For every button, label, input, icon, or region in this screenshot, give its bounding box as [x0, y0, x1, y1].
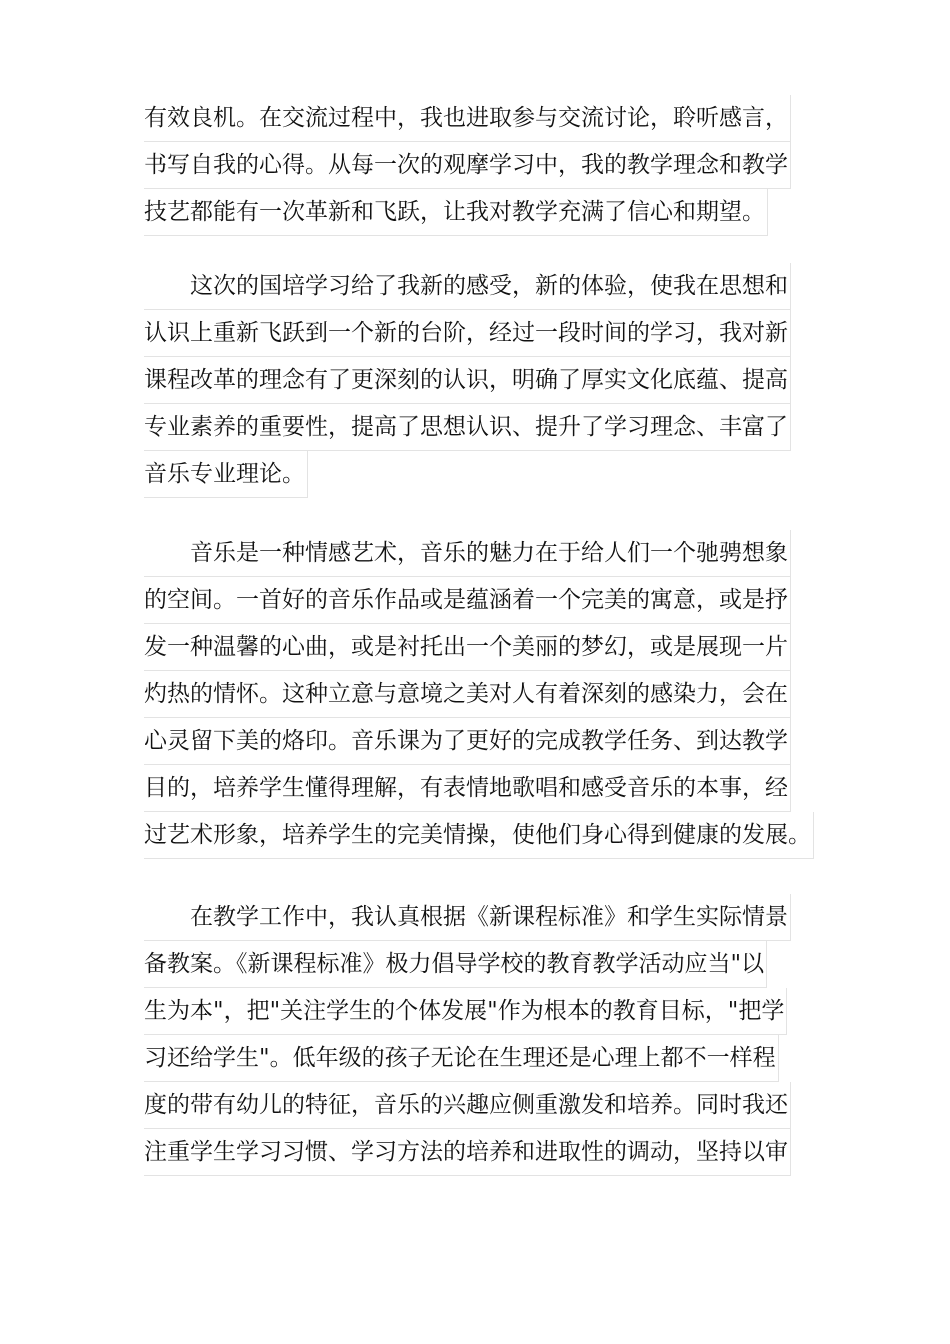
text-line: 心灵留下美的烙印。音乐课为了更好的完成教学任务、到达教学 [144, 718, 791, 765]
text-line: 度的带有幼儿的特征，音乐的兴趣应侧重激发和培养。同时我还 [144, 1082, 791, 1129]
paragraph-1 [144, 95, 824, 236]
text-line: 技艺都能有一次革新和飞跃，让我对教学充满了信心和期望。 [144, 189, 768, 236]
text-line: 注重学生学习习惯、学习方法的培养和进取性的调动，坚持以审 [144, 1129, 791, 1176]
text-line: 灼热的情怀。这种立意与意境之美对人有着深刻的感染力，会在 [144, 671, 791, 718]
text-line: 备教案。《新课程标准》极力倡导学校的教育教学活动应当"以 [144, 941, 767, 988]
text-line: 习还给学生"。低年级的孩子无论在生理还是心理上都不一样程 [144, 1035, 779, 1082]
paragraph-2 [144, 263, 824, 498]
text-line: 在教学工作中，我认真根据《新课程标准》和学生实际情景 [144, 894, 791, 941]
text-line: 生为本"，把"关注学生的个体发展"作为根本的教育目标，"把学 [144, 988, 787, 1035]
text-line: 这次的国培学习给了我新的感受，新的体验，使我在思想和 [144, 263, 791, 310]
text-line: 书写自我的心得。从每一次的观摩学习中，我的教学理念和教学 [144, 142, 791, 189]
text-line: 课程改革的理念有了更深刻的认识，明确了厚实文化底蕴、提高 [144, 357, 791, 404]
paragraph-3 [144, 530, 824, 859]
text-line: 发一种温馨的心曲，或是衬托出一个美丽的梦幻，或是展现一片 [144, 624, 791, 671]
paragraph-4 [144, 894, 824, 1176]
text-line: 认识上重新飞跃到一个新的台阶，经过一段时间的学习，我对新 [144, 310, 791, 357]
text-line: 音乐是一种情感艺术，音乐的魅力在于给人们一个驰骋想象 [144, 530, 791, 577]
text-line: 音乐专业理论。 [144, 451, 308, 498]
text-line: 目的，培养学生懂得理解，有表情地歌唱和感受音乐的本事，经 [144, 765, 791, 812]
text-line: 专业素养的重要性，提高了思想认识、提升了学习理念、丰富了 [144, 404, 791, 451]
text-line: 的空间。一首好的音乐作品或是蕴涵着一个完美的寓意，或是抒 [144, 577, 791, 624]
text-line: 过艺术形象，培养学生的完美情操，使他们身心得到健康的发展。 [144, 812, 814, 859]
text-line: 有效良机。在交流过程中，我也进取参与交流讨论，聆听感言， [144, 95, 791, 142]
